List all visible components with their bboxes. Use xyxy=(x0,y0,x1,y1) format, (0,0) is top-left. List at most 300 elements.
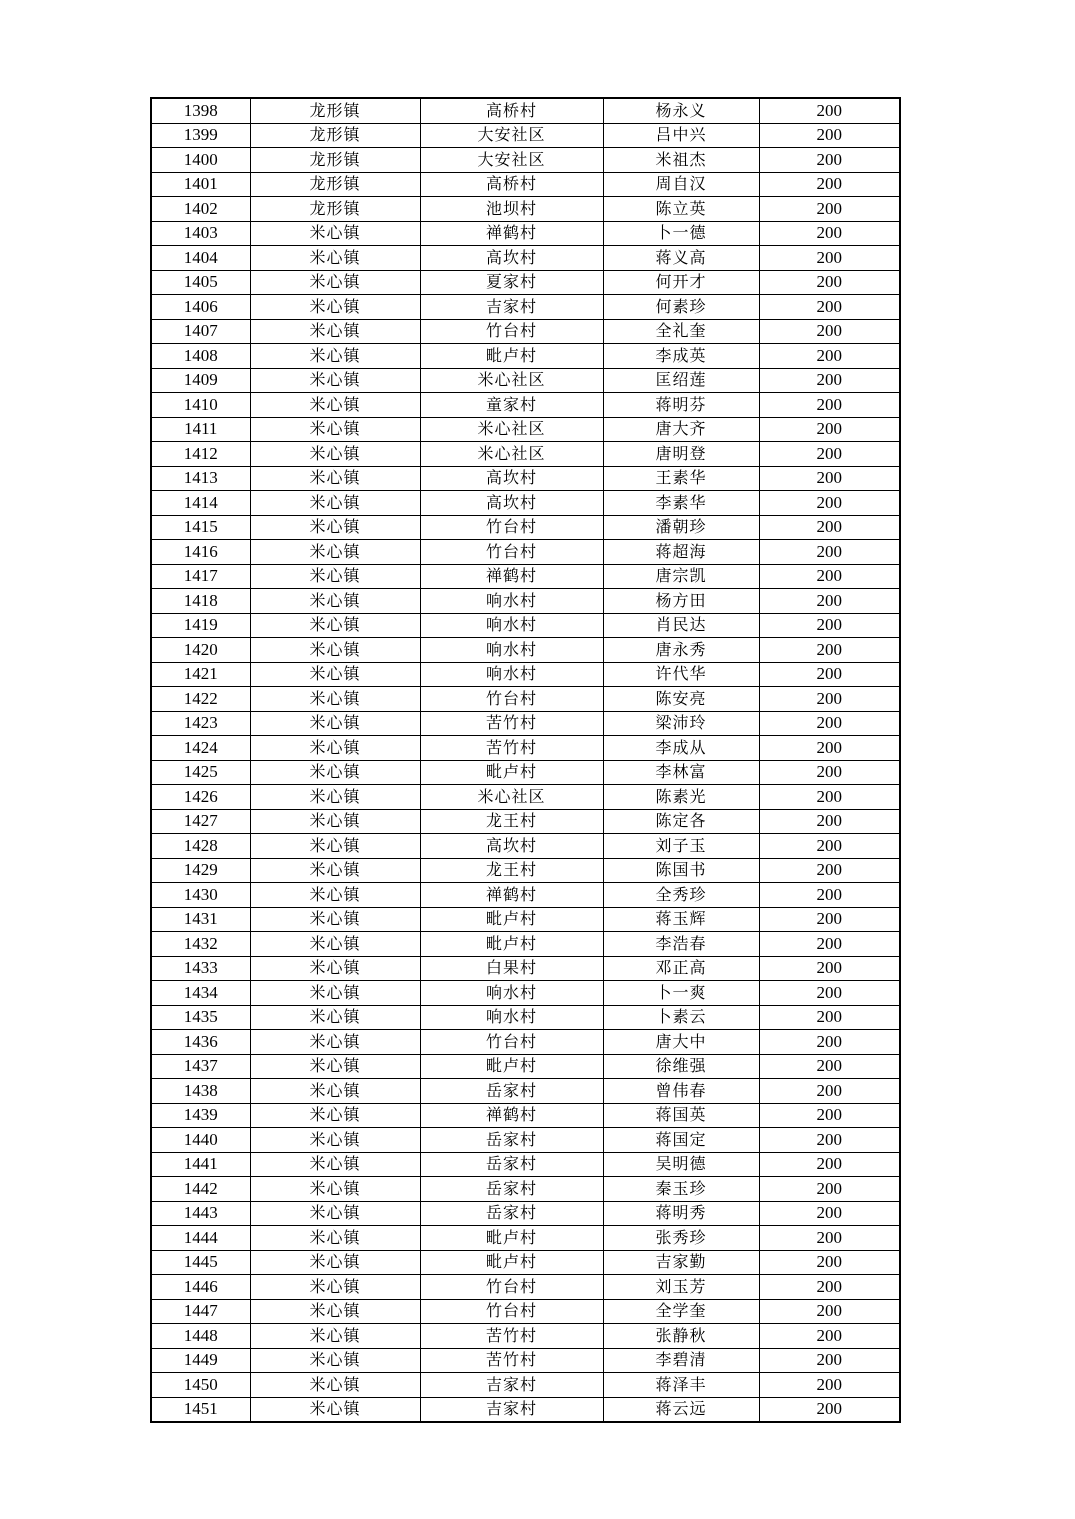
name-cell: 李浩春 xyxy=(603,932,759,957)
row-number: 1433 xyxy=(151,956,250,981)
name-cell: 全秀珍 xyxy=(603,883,759,908)
town-cell: 米心镇 xyxy=(250,834,420,859)
amount-cell: 200 xyxy=(759,1103,900,1128)
name-cell: 李碧清 xyxy=(603,1348,759,1373)
row-number: 1442 xyxy=(151,1177,250,1202)
village-cell: 岳家村 xyxy=(420,1079,603,1104)
village-cell: 竹台村 xyxy=(420,1299,603,1324)
table-row xyxy=(151,1177,900,1202)
amount-cell: 200 xyxy=(759,1275,900,1300)
town-cell: 米心镇 xyxy=(250,1030,420,1055)
table-row xyxy=(151,417,900,442)
village-cell: 白果村 xyxy=(420,956,603,981)
amount-cell: 200 xyxy=(759,760,900,785)
town-cell: 米心镇 xyxy=(250,1152,420,1177)
name-cell: 邓正高 xyxy=(603,956,759,981)
table-row xyxy=(151,956,900,981)
row-number: 1402 xyxy=(151,197,250,222)
row-number: 1445 xyxy=(151,1250,250,1275)
table-row xyxy=(151,1397,900,1422)
row-number: 1403 xyxy=(151,221,250,246)
row-number: 1414 xyxy=(151,491,250,516)
village-cell: 禅鹤村 xyxy=(420,221,603,246)
table-row xyxy=(151,1054,900,1079)
name-cell: 杨方田 xyxy=(603,589,759,614)
name-cell: 陈国书 xyxy=(603,858,759,883)
row-number: 1428 xyxy=(151,834,250,859)
table-row xyxy=(151,1152,900,1177)
village-cell: 响水村 xyxy=(420,1005,603,1030)
village-cell: 响水村 xyxy=(420,662,603,687)
amount-cell: 200 xyxy=(759,442,900,467)
row-number: 1441 xyxy=(151,1152,250,1177)
village-cell: 大安社区 xyxy=(420,148,603,173)
village-cell: 岳家村 xyxy=(420,1128,603,1153)
amount-cell: 200 xyxy=(759,393,900,418)
name-cell: 蒋国定 xyxy=(603,1128,759,1153)
row-number: 1436 xyxy=(151,1030,250,1055)
amount-cell: 200 xyxy=(759,907,900,932)
row-number: 1422 xyxy=(151,687,250,712)
village-cell: 竹台村 xyxy=(420,540,603,565)
row-number: 1404 xyxy=(151,246,250,271)
town-cell: 米心镇 xyxy=(250,638,420,663)
village-cell: 高坎村 xyxy=(420,466,603,491)
village-cell: 吉家村 xyxy=(420,295,603,320)
table-row xyxy=(151,907,900,932)
village-cell: 毗卢村 xyxy=(420,907,603,932)
roster-table xyxy=(150,97,901,1423)
name-cell: 蒋义高 xyxy=(603,246,759,271)
table-row xyxy=(151,858,900,883)
table-row xyxy=(151,295,900,320)
town-cell: 米心镇 xyxy=(250,809,420,834)
village-cell: 大安社区 xyxy=(420,123,603,148)
name-cell: 杨永义 xyxy=(603,98,759,123)
table-row xyxy=(151,1079,900,1104)
name-cell: 肖民达 xyxy=(603,613,759,638)
table-row xyxy=(151,711,900,736)
village-cell: 毗卢村 xyxy=(420,932,603,957)
village-cell: 龙王村 xyxy=(420,858,603,883)
table-row xyxy=(151,1250,900,1275)
row-number: 1416 xyxy=(151,540,250,565)
village-cell: 禅鹤村 xyxy=(420,1103,603,1128)
amount-cell: 200 xyxy=(759,221,900,246)
name-cell: 唐大中 xyxy=(603,1030,759,1055)
amount-cell: 200 xyxy=(759,1201,900,1226)
town-cell: 米心镇 xyxy=(250,246,420,271)
amount-cell: 200 xyxy=(759,1054,900,1079)
table-row xyxy=(151,1348,900,1373)
amount-cell: 200 xyxy=(759,368,900,393)
name-cell: 潘朝珍 xyxy=(603,515,759,540)
row-number: 1412 xyxy=(151,442,250,467)
name-cell: 蒋泽丰 xyxy=(603,1373,759,1398)
name-cell: 吉家勤 xyxy=(603,1250,759,1275)
row-number: 1440 xyxy=(151,1128,250,1153)
amount-cell: 200 xyxy=(759,319,900,344)
name-cell: 蒋明芬 xyxy=(603,393,759,418)
table-row xyxy=(151,515,900,540)
row-number: 1439 xyxy=(151,1103,250,1128)
name-cell: 唐宗凯 xyxy=(603,564,759,589)
name-cell: 刘玉芳 xyxy=(603,1275,759,1300)
row-number: 1423 xyxy=(151,711,250,736)
table-row xyxy=(151,172,900,197)
village-cell: 苦竹村 xyxy=(420,711,603,736)
row-number: 1432 xyxy=(151,932,250,957)
table-row xyxy=(151,344,900,369)
amount-cell: 200 xyxy=(759,466,900,491)
town-cell: 米心镇 xyxy=(250,613,420,638)
name-cell: 卜素云 xyxy=(603,1005,759,1030)
table-row xyxy=(151,613,900,638)
name-cell: 梁沛玲 xyxy=(603,711,759,736)
amount-cell: 200 xyxy=(759,515,900,540)
table-row xyxy=(151,809,900,834)
name-cell: 刘子玉 xyxy=(603,834,759,859)
name-cell: 蒋明秀 xyxy=(603,1201,759,1226)
amount-cell: 200 xyxy=(759,638,900,663)
village-cell: 池坝村 xyxy=(420,197,603,222)
table-row xyxy=(151,589,900,614)
name-cell: 吴明德 xyxy=(603,1152,759,1177)
name-cell: 李林富 xyxy=(603,760,759,785)
town-cell: 米心镇 xyxy=(250,491,420,516)
town-cell: 米心镇 xyxy=(250,687,420,712)
row-number: 1420 xyxy=(151,638,250,663)
town-cell: 米心镇 xyxy=(250,932,420,957)
row-number: 1415 xyxy=(151,515,250,540)
village-cell: 响水村 xyxy=(420,613,603,638)
town-cell: 米心镇 xyxy=(250,1054,420,1079)
village-cell: 响水村 xyxy=(420,638,603,663)
amount-cell: 200 xyxy=(759,1348,900,1373)
row-number: 1424 xyxy=(151,736,250,761)
town-cell: 米心镇 xyxy=(250,1348,420,1373)
table-row xyxy=(151,1201,900,1226)
town-cell: 米心镇 xyxy=(250,662,420,687)
village-cell: 高桥村 xyxy=(420,172,603,197)
town-cell: 龙形镇 xyxy=(250,172,420,197)
town-cell: 米心镇 xyxy=(250,1103,420,1128)
name-cell: 秦玉珍 xyxy=(603,1177,759,1202)
village-cell: 毗卢村 xyxy=(420,760,603,785)
row-number: 1411 xyxy=(151,417,250,442)
village-cell: 米心社区 xyxy=(420,785,603,810)
table-row xyxy=(151,1128,900,1153)
amount-cell: 200 xyxy=(759,344,900,369)
amount-cell: 200 xyxy=(759,711,900,736)
name-cell: 李成英 xyxy=(603,344,759,369)
amount-cell: 200 xyxy=(759,981,900,1006)
row-number: 1406 xyxy=(151,295,250,320)
name-cell: 曾伟春 xyxy=(603,1079,759,1104)
village-cell: 竹台村 xyxy=(420,1030,603,1055)
town-cell: 米心镇 xyxy=(250,1397,420,1422)
town-cell: 米心镇 xyxy=(250,221,420,246)
table-row xyxy=(151,442,900,467)
table-row xyxy=(151,1275,900,1300)
amount-cell: 200 xyxy=(759,736,900,761)
table-row xyxy=(151,123,900,148)
town-cell: 米心镇 xyxy=(250,540,420,565)
row-number: 1413 xyxy=(151,466,250,491)
table-row xyxy=(151,883,900,908)
name-cell: 陈立英 xyxy=(603,197,759,222)
town-cell: 米心镇 xyxy=(250,1128,420,1153)
amount-cell: 200 xyxy=(759,956,900,981)
amount-cell: 200 xyxy=(759,1177,900,1202)
row-number: 1443 xyxy=(151,1201,250,1226)
town-cell: 米心镇 xyxy=(250,1079,420,1104)
row-number: 1444 xyxy=(151,1226,250,1251)
amount-cell: 200 xyxy=(759,540,900,565)
row-number: 1410 xyxy=(151,393,250,418)
village-cell: 苦竹村 xyxy=(420,1324,603,1349)
table-row xyxy=(151,98,900,123)
amount-cell: 200 xyxy=(759,148,900,173)
village-cell: 童家村 xyxy=(420,393,603,418)
table-row xyxy=(151,638,900,663)
row-number: 1446 xyxy=(151,1275,250,1300)
amount-cell: 200 xyxy=(759,834,900,859)
table-row xyxy=(151,1299,900,1324)
table-row xyxy=(151,1005,900,1030)
name-cell: 李成从 xyxy=(603,736,759,761)
amount-cell: 200 xyxy=(759,1397,900,1422)
village-cell: 高坎村 xyxy=(420,491,603,516)
amount-cell: 200 xyxy=(759,785,900,810)
table-row xyxy=(151,1324,900,1349)
amount-cell: 200 xyxy=(759,1226,900,1251)
table-row xyxy=(151,760,900,785)
row-number: 1431 xyxy=(151,907,250,932)
village-cell: 岳家村 xyxy=(420,1177,603,1202)
row-number: 1449 xyxy=(151,1348,250,1373)
table-row xyxy=(151,540,900,565)
amount-cell: 200 xyxy=(759,932,900,957)
amount-cell: 200 xyxy=(759,491,900,516)
village-cell: 毗卢村 xyxy=(420,344,603,369)
village-cell: 苦竹村 xyxy=(420,736,603,761)
amount-cell: 200 xyxy=(759,662,900,687)
table-row xyxy=(151,687,900,712)
table-row xyxy=(151,834,900,859)
village-cell: 吉家村 xyxy=(420,1373,603,1398)
village-cell: 竹台村 xyxy=(420,319,603,344)
amount-cell: 200 xyxy=(759,1128,900,1153)
row-number: 1417 xyxy=(151,564,250,589)
village-cell: 竹台村 xyxy=(420,515,603,540)
table-row xyxy=(151,1226,900,1251)
town-cell: 米心镇 xyxy=(250,883,420,908)
town-cell: 米心镇 xyxy=(250,589,420,614)
village-cell: 龙王村 xyxy=(420,809,603,834)
town-cell: 米心镇 xyxy=(250,1005,420,1030)
table-row xyxy=(151,1103,900,1128)
town-cell: 米心镇 xyxy=(250,295,420,320)
table-row xyxy=(151,246,900,271)
town-cell: 米心镇 xyxy=(250,736,420,761)
name-cell: 蒋玉辉 xyxy=(603,907,759,932)
amount-cell: 200 xyxy=(759,98,900,123)
town-cell: 米心镇 xyxy=(250,1177,420,1202)
name-cell: 吕中兴 xyxy=(603,123,759,148)
row-number: 1401 xyxy=(151,172,250,197)
town-cell: 米心镇 xyxy=(250,1299,420,1324)
amount-cell: 200 xyxy=(759,1299,900,1324)
name-cell: 卜一爽 xyxy=(603,981,759,1006)
town-cell: 米心镇 xyxy=(250,1226,420,1251)
name-cell: 陈定各 xyxy=(603,809,759,834)
row-number: 1408 xyxy=(151,344,250,369)
amount-cell: 200 xyxy=(759,197,900,222)
name-cell: 蒋云远 xyxy=(603,1397,759,1422)
name-cell: 李素华 xyxy=(603,491,759,516)
village-cell: 毗卢村 xyxy=(420,1250,603,1275)
name-cell: 许代华 xyxy=(603,662,759,687)
row-number: 1427 xyxy=(151,809,250,834)
amount-cell: 200 xyxy=(759,1152,900,1177)
table-row xyxy=(151,932,900,957)
table-row xyxy=(151,197,900,222)
table-row xyxy=(151,393,900,418)
row-number: 1430 xyxy=(151,883,250,908)
table-row xyxy=(151,466,900,491)
village-cell: 禅鹤村 xyxy=(420,883,603,908)
row-number: 1448 xyxy=(151,1324,250,1349)
name-cell: 何素珍 xyxy=(603,295,759,320)
name-cell: 张秀珍 xyxy=(603,1226,759,1251)
amount-cell: 200 xyxy=(759,1030,900,1055)
amount-cell: 200 xyxy=(759,589,900,614)
amount-cell: 200 xyxy=(759,1079,900,1104)
table-row xyxy=(151,981,900,1006)
name-cell: 张静秋 xyxy=(603,1324,759,1349)
amount-cell: 200 xyxy=(759,246,900,271)
amount-cell: 200 xyxy=(759,858,900,883)
row-number: 1399 xyxy=(151,123,250,148)
amount-cell: 200 xyxy=(759,270,900,295)
village-cell: 毗卢村 xyxy=(420,1054,603,1079)
name-cell: 唐明登 xyxy=(603,442,759,467)
town-cell: 米心镇 xyxy=(250,858,420,883)
village-cell: 苦竹村 xyxy=(420,1348,603,1373)
amount-cell: 200 xyxy=(759,883,900,908)
table-row xyxy=(151,491,900,516)
row-number: 1437 xyxy=(151,1054,250,1079)
amount-cell: 200 xyxy=(759,123,900,148)
town-cell: 米心镇 xyxy=(250,1275,420,1300)
town-cell: 米心镇 xyxy=(250,417,420,442)
row-number: 1438 xyxy=(151,1079,250,1104)
amount-cell: 200 xyxy=(759,687,900,712)
name-cell: 唐大齐 xyxy=(603,417,759,442)
row-number: 1426 xyxy=(151,785,250,810)
town-cell: 米心镇 xyxy=(250,760,420,785)
village-cell: 米心社区 xyxy=(420,368,603,393)
village-cell: 禅鹤村 xyxy=(420,564,603,589)
row-number: 1407 xyxy=(151,319,250,344)
village-cell: 米心社区 xyxy=(420,417,603,442)
table-row xyxy=(151,785,900,810)
amount-cell: 200 xyxy=(759,809,900,834)
row-number: 1451 xyxy=(151,1397,250,1422)
row-number: 1409 xyxy=(151,368,250,393)
name-cell: 全学奎 xyxy=(603,1299,759,1324)
name-cell: 陈安亮 xyxy=(603,687,759,712)
row-number: 1425 xyxy=(151,760,250,785)
town-cell: 米心镇 xyxy=(250,368,420,393)
village-cell: 岳家村 xyxy=(420,1201,603,1226)
table-row xyxy=(151,662,900,687)
name-cell: 王素华 xyxy=(603,466,759,491)
village-cell: 吉家村 xyxy=(420,1397,603,1422)
town-cell: 米心镇 xyxy=(250,466,420,491)
town-cell: 米心镇 xyxy=(250,393,420,418)
row-number: 1421 xyxy=(151,662,250,687)
name-cell: 蒋超海 xyxy=(603,540,759,565)
amount-cell: 200 xyxy=(759,417,900,442)
row-number: 1450 xyxy=(151,1373,250,1398)
amount-cell: 200 xyxy=(759,613,900,638)
roster-table-body xyxy=(151,98,900,1422)
table-row xyxy=(151,1373,900,1398)
table-row xyxy=(151,1030,900,1055)
table-row xyxy=(151,736,900,761)
village-cell: 夏家村 xyxy=(420,270,603,295)
town-cell: 米心镇 xyxy=(250,981,420,1006)
village-cell: 竹台村 xyxy=(420,1275,603,1300)
town-cell: 米心镇 xyxy=(250,956,420,981)
town-cell: 米心镇 xyxy=(250,442,420,467)
name-cell: 卜一德 xyxy=(603,221,759,246)
town-cell: 米心镇 xyxy=(250,319,420,344)
table-row xyxy=(151,221,900,246)
table-row xyxy=(151,564,900,589)
table-row xyxy=(151,319,900,344)
village-cell: 响水村 xyxy=(420,981,603,1006)
name-cell: 全礼奎 xyxy=(603,319,759,344)
town-cell: 米心镇 xyxy=(250,1373,420,1398)
amount-cell: 200 xyxy=(759,1250,900,1275)
town-cell: 米心镇 xyxy=(250,564,420,589)
table-row xyxy=(151,148,900,173)
name-cell: 周自汉 xyxy=(603,172,759,197)
name-cell: 匡绍莲 xyxy=(603,368,759,393)
name-cell: 徐维强 xyxy=(603,1054,759,1079)
row-number: 1429 xyxy=(151,858,250,883)
town-cell: 米心镇 xyxy=(250,270,420,295)
row-number: 1434 xyxy=(151,981,250,1006)
town-cell: 米心镇 xyxy=(250,785,420,810)
town-cell: 米心镇 xyxy=(250,1324,420,1349)
town-cell: 龙形镇 xyxy=(250,98,420,123)
town-cell: 米心镇 xyxy=(250,907,420,932)
town-cell: 米心镇 xyxy=(250,344,420,369)
town-cell: 龙形镇 xyxy=(250,148,420,173)
village-cell: 高桥村 xyxy=(420,98,603,123)
village-cell: 岳家村 xyxy=(420,1152,603,1177)
village-cell: 竹台村 xyxy=(420,687,603,712)
name-cell: 何开才 xyxy=(603,270,759,295)
village-cell: 响水村 xyxy=(420,589,603,614)
amount-cell: 200 xyxy=(759,1005,900,1030)
row-number: 1418 xyxy=(151,589,250,614)
table-row xyxy=(151,270,900,295)
